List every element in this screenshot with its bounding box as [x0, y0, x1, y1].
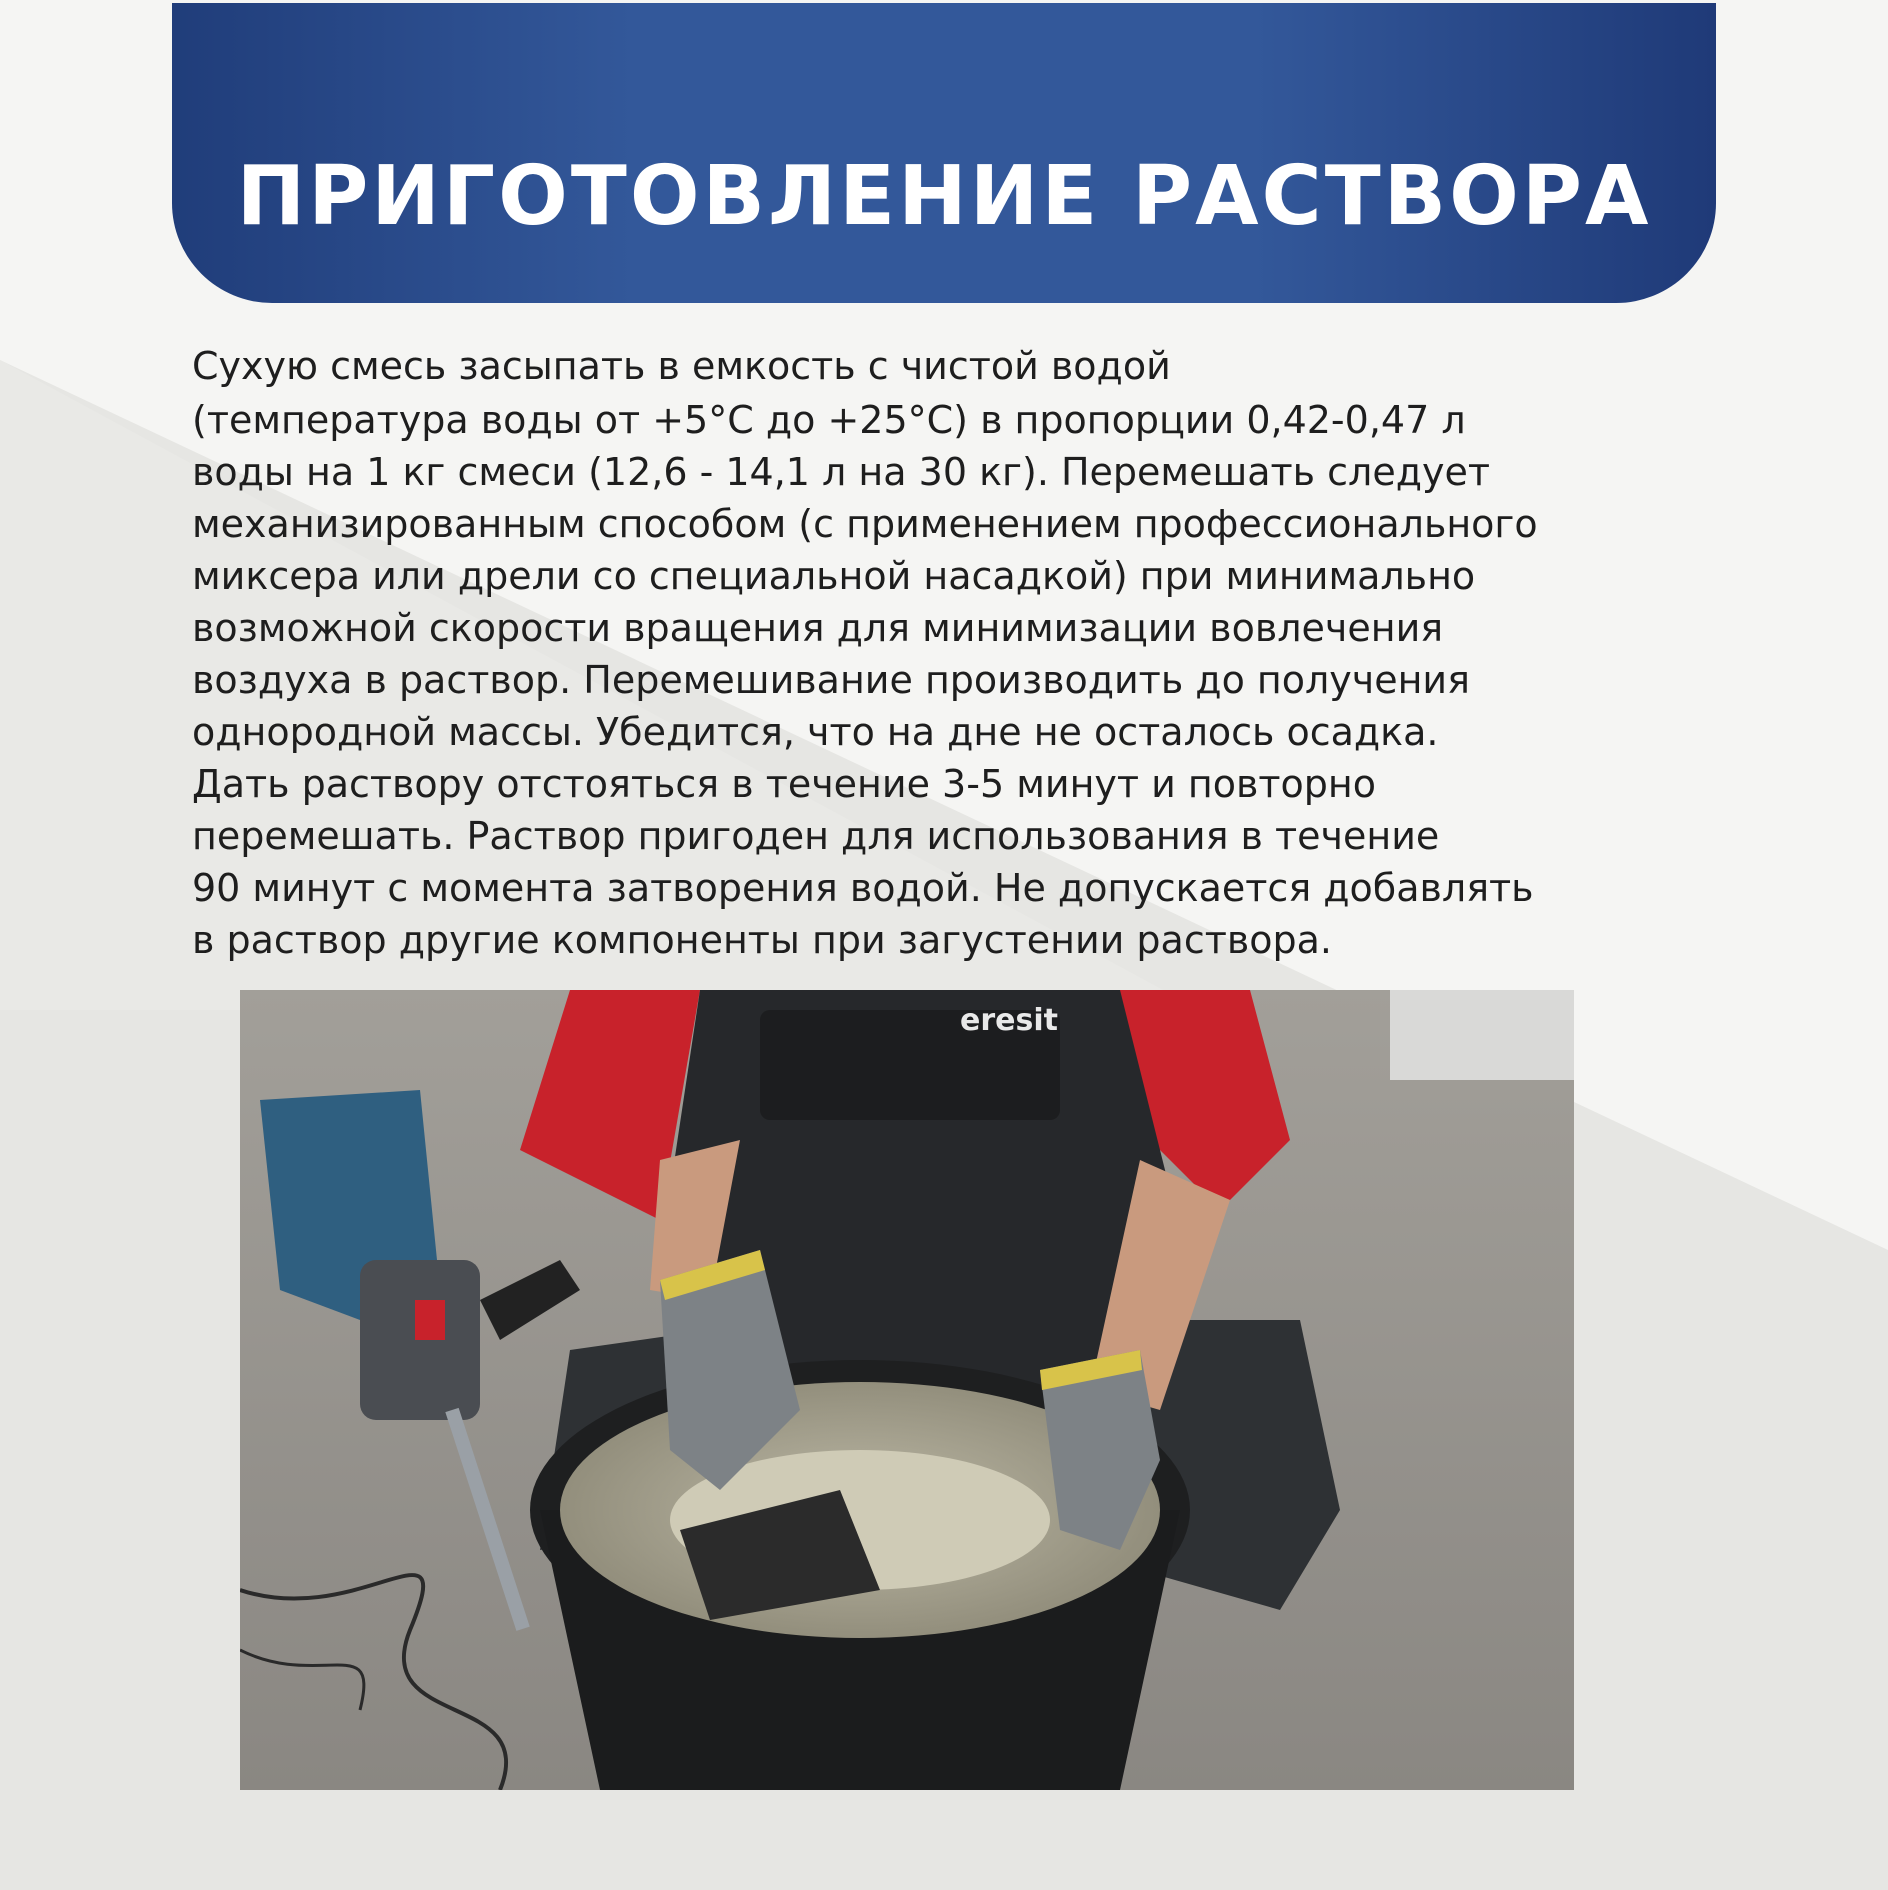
apron-logo: eresit: [960, 1003, 1058, 1038]
text-line: (температура воды от +5°С до +25°С) в пропорции 0,42-0,47 л: [192, 398, 1466, 442]
instructions-text: [192, 340, 1722, 966]
text-line: Дать раствору отстояться в течение 3-5 минут и повторно: [192, 762, 1376, 806]
text-line: 90 минут с момента затворения водой. Не допускается добавлять: [192, 866, 1534, 910]
text-line: миксера или дрели со специальной насадкой) при минимально: [192, 554, 1476, 598]
text-line: воды на 1 кг смеси (12,6 - 14,1 л на 30 кг). Перемешать следует: [192, 450, 1490, 494]
text-line: Сухую смесь засыпать в емкость с чистой водой: [192, 344, 1171, 388]
text-line: однородной массы. Убедится, что на дне не осталось осадка.: [192, 710, 1439, 754]
text-line: в раствор другие компоненты при загустении раствора.: [192, 918, 1332, 962]
text-line: возможной скорости вращения для минимизации вовлечения: [192, 606, 1444, 650]
text-line: воздуха в раствор. Перемешивание производить до получения: [192, 658, 1470, 702]
text-line: перемешать. Раствор пригоден для использования в течение: [192, 814, 1440, 858]
text-line: механизированным способом (с применением профессионального: [192, 502, 1538, 546]
title-banner: [172, 3, 1716, 303]
mixing-photo: [240, 990, 1574, 1790]
page-title: ПРИГОТОВЛЕНИЕ РАСТВОРА: [236, 148, 1652, 244]
